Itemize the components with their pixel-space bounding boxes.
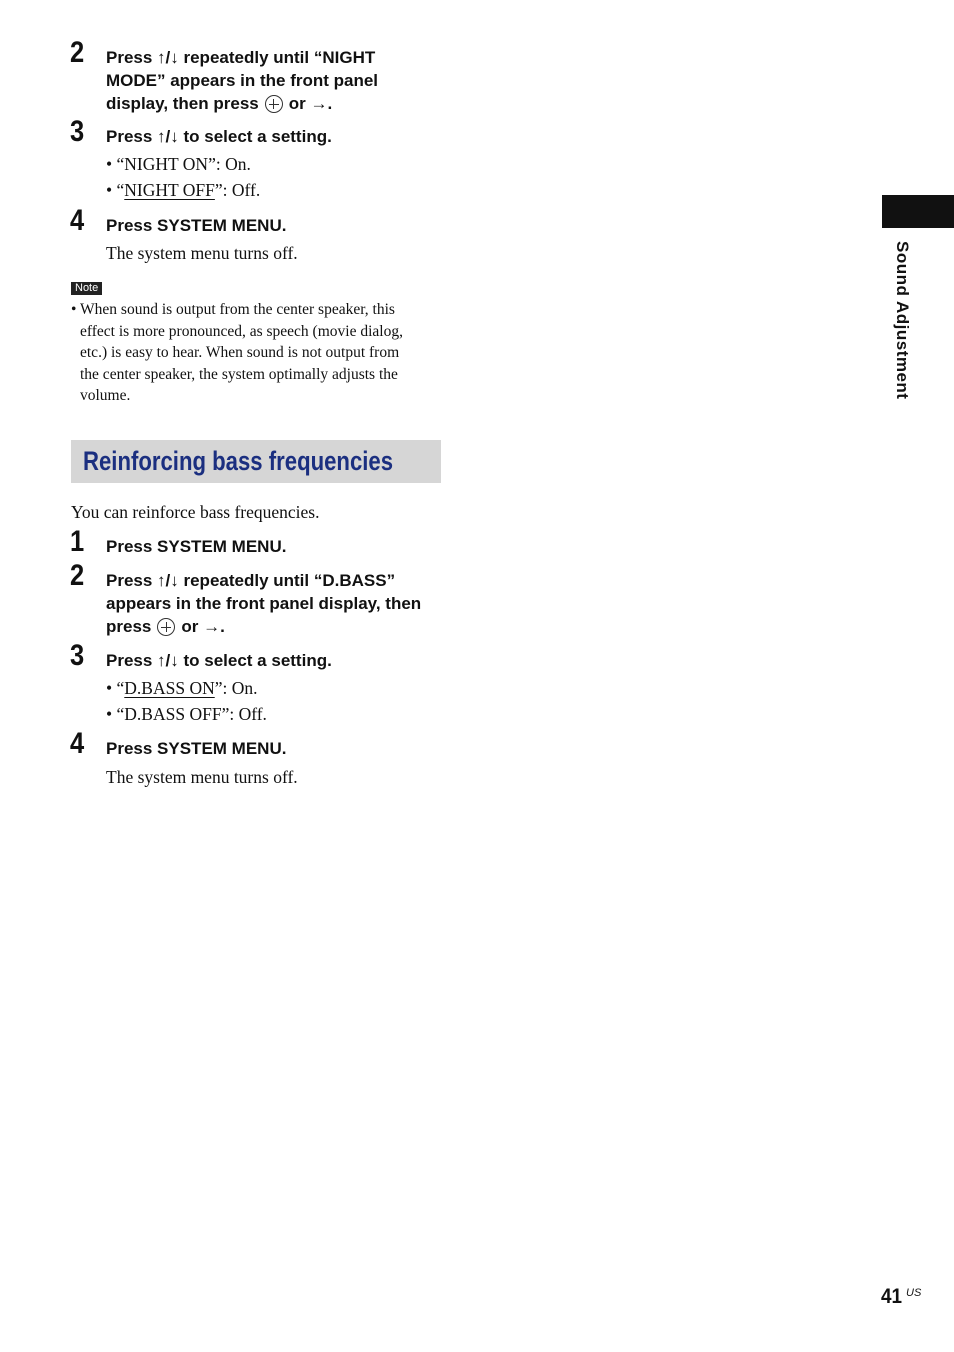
enter-button-icon — [265, 95, 283, 113]
chapter-tab-label: Sound Adjustment — [893, 241, 912, 400]
setting-option: • “D.BASS OFF”: Off. — [106, 704, 267, 724]
step-text-part: display, then press — [106, 94, 259, 113]
step-text — [106, 92, 332, 115]
note-text: etc.) is easy to hear. When sound is not output from — [80, 344, 400, 361]
step-text: appears in the front panel display, then — [106, 594, 422, 613]
step-text: Press ↑/↓ repeatedly until “D.BASS” — [106, 571, 396, 590]
note-label: Note — [71, 282, 102, 295]
section-intro: You can reinforce bass frequencies. — [71, 502, 320, 522]
chapter-tab-marker — [882, 195, 954, 228]
step-text: MODE” appears in the front panel — [106, 71, 379, 90]
note-text: volume. — [80, 387, 131, 404]
step-number: 4 — [70, 204, 85, 237]
step-text: Press SYSTEM MENU. — [106, 739, 287, 758]
step-text: Press ↑/↓ repeatedly until “NIGHT — [106, 48, 376, 67]
step-number: 4 — [70, 727, 85, 760]
step-text: Press ↑/↓ to select a setting. — [106, 651, 332, 670]
step-text-part: or →. — [288, 94, 333, 113]
page-number-suffix: US — [906, 1287, 922, 1299]
step-text-part: press — [106, 617, 152, 636]
step-number: 3 — [70, 639, 85, 672]
section-heading — [71, 440, 441, 483]
step-result: The system menu turns off. — [106, 243, 298, 263]
setting-option: • “NIGHT ON”: On. — [106, 154, 251, 174]
setting-option-default: • “NIGHT OFF”: Off. — [106, 180, 261, 200]
step-number: 3 — [70, 115, 85, 148]
step-text: Press ↑/↓ to select a setting. — [106, 127, 332, 146]
note-text: • When sound is output from the center speaker, this — [71, 301, 395, 318]
step-result: The system menu turns off. — [106, 767, 298, 787]
note-text: the center speaker, the system optimally adjusts the — [80, 366, 398, 383]
section-title: Reinforcing bass frequencies — [83, 446, 394, 476]
page-number: 41 — [881, 1285, 903, 1308]
step-text: Press SYSTEM MENU. — [106, 216, 287, 235]
enter-button-icon — [157, 618, 175, 636]
step-text-part: or →. — [181, 617, 225, 636]
step-number: 2 — [70, 36, 85, 69]
step-text: Press SYSTEM MENU. — [106, 537, 287, 556]
step-text — [106, 615, 225, 638]
setting-option-default: • “D.BASS ON”: On. — [106, 678, 258, 698]
step-number: 1 — [70, 525, 85, 558]
step-number: 2 — [70, 559, 85, 592]
note-text: effect is more pronounced, as speech (movie dialog, — [80, 323, 403, 340]
